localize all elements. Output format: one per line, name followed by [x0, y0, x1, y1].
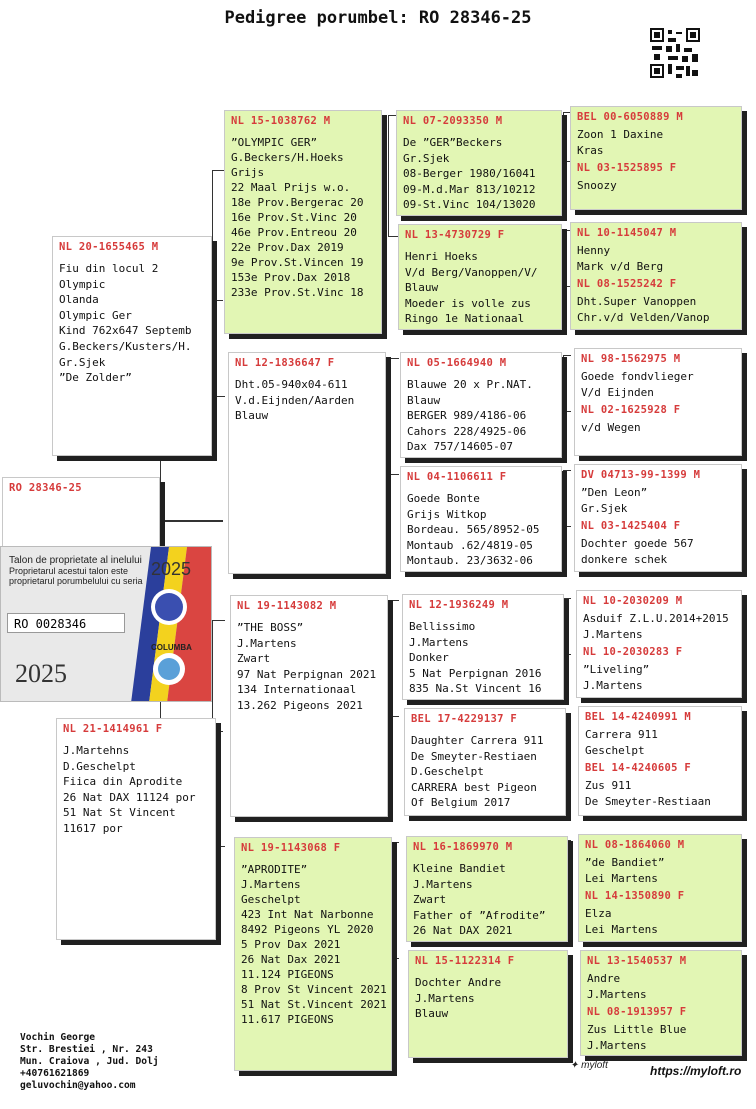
owner-contact: Vochin George Str. Brestiei , Nr. 243 Mun. Craiova , Jud. Dolj +40761621869 geluvochin@yahoo.com — [20, 1032, 159, 1092]
granddam-card: NL 12-1836647 F Dht.05-940x04-611 V.d.Eijnden/Aarden Blauw — [228, 352, 386, 574]
ring-card-header: Talon de proprietate al inelului Proprietarul acestui talon este proprietarul porumbelului cu seria — [9, 555, 143, 586]
great-grandparent-card: BEL 17-4229137 F Daughter Carrera 911 De Smeyter-Restiaen D.Geschelpt CARRERA best Pigeon Of Belgium 2017 — [404, 708, 566, 816]
ring-card-year: 2025 — [151, 559, 192, 579]
subject-card — [2, 477, 160, 547]
ring-card-number: RO 0028346 — [7, 613, 125, 633]
gen4-pair-card: NL 10-1145047 M Henny Mark v/d Berg NL 08-1525242 F Dht.Super Vanoppen Chr.v/d Velden/Vanop — [570, 222, 742, 330]
connector-line — [563, 598, 571, 655]
great-grandparent-card: NL 13-4730729 F Henri Hoeks V/d Berg/Vanoppen/V/ Blauw Moeder is volle zus Ringo 1e Nationaal — [398, 224, 562, 330]
great-grandparent-card: NL 15-1122314 F Dochter Andre J.Martens Blauw — [408, 950, 568, 1058]
great-grandparent-card: NL 05-1664940 M Blauwe 20 x Pr.NAT. Blauw BERGER 989/4186-06 Cahors 228/4925-06 Dax 757/14605-07 — [400, 352, 562, 458]
columba-logo: COLUMBA — [151, 643, 192, 652]
connector-line — [388, 358, 399, 475]
page-title: Pedigree porumbel: RO 28346-25 — [224, 8, 532, 28]
granddam-card: NL 19-1143068 F ”APRODITE” J.Martens Geschelpt 423 Int Nat Narbonne 8492 Pigeons YL 2020 5 Prov Dax 2021 26 Nat Dax 2021 11.124 PIGEONS 8 Prov St Vincent 2021 51 Nat St.Vincent 2021 11.617 PIGEONS — [234, 837, 392, 1071]
gen4-pair-card: NL 10-2030209 M Asduif Z.L.U.2014+2015 J.Martens NL 10-2030283 F ”Liveling” J.Martens — [576, 590, 742, 698]
gen4-pair-card: BEL 00-6050889 M Zoon 1 Daxine Kras NL 03-1525895 F Snoozy — [570, 106, 742, 210]
grandsire-card: NL 19-1143082 M ”THE BOSS” J.Martens Zwart 97 Nat Perpignan 2021 134 Internationaal 13.262 Pigeons 2021 — [230, 595, 388, 817]
connector-line — [563, 470, 571, 527]
gen4-pair-card: NL 13-1540537 M Andre J.Martens NL 08-1913957 F Zus Little Blue J.Martens — [580, 950, 742, 1056]
grandsire-card: NL 15-1038762 M ”OLYMPIC GER” G.Beckers/H.Hoeks Grijs 22 Maal Prijs w.o. 18e Prov.Bergerac 20 16e Prov.St.Vinc 20 46e Prov.Entreou 20 22e Prov.Dax 2019 9e Prov.St.Vincen 19 153e Prov.Dax 2018 233e Prov.St.Vinc 18 — [224, 110, 382, 334]
great-grandparent-card: NL 07-2093350 M De ”GER”Beckers Gr.Sjek 08-Berger 1980/16041 09-M.d.Mar 813/10212 09-St.Vinc 104/13020 — [396, 110, 562, 216]
great-grandparent-card: NL 12-1936249 M Bellissimo J.Martens Donker 5 Nat Perpignan 2016 835 Na.St Vincent 16 — [402, 594, 564, 700]
connector-line — [388, 600, 399, 717]
great-grandparent-card: NL 16-1869970 M Kleine Bandiet J.Martens Zwart Father of ”Afrodite” 26 Nat DAX 2021 — [406, 836, 568, 942]
great-grandparent-card: NL 04-1106611 F Goede Bonte Grijs Witkop Bordeau. 565/8952-05 Montaub .62/4819-05 Montaub. 23/3632-06 — [400, 466, 562, 572]
sire-card: NL 20-1655465 M Fiu din locul 2 Olympic Olanda Olympic Ger Kind 762x647 Septemb G.Beckers/Kusters/H. Gr.Sjek ”De Zolder” — [52, 236, 212, 456]
qr-code-icon — [650, 14, 700, 92]
gen4-pair-card: NL 98-1562975 M Goede fondvlieger V/d Eijnden NL 02-1625928 F v/d Wegen — [574, 348, 742, 456]
ring-ownership-card — [0, 546, 212, 702]
connector-line — [563, 355, 571, 412]
ring-card-year-large: 2025 — [15, 659, 67, 688]
subject-ring: RO 28346-25 — [9, 482, 82, 494]
website-link[interactable]: https://myloft.ro — [650, 1064, 742, 1078]
gen4-pair-card: BEL 14-4240991 M Carrera 911 Geschelpt BEL 14-4240605 F Zus 911 De Smeyter-Restiaan — [578, 706, 742, 816]
pigeon-icon: ✦ — [570, 1060, 579, 1071]
dam-card: NL 21-1414961 F J.Martehns D.Geschelpt Fiica din Aprodite 26 Nat DAX 11124 por 51 Nat St Vincent 11617 por — [56, 718, 216, 940]
myloft-logo: ✦ myloft — [570, 1060, 608, 1071]
gen4-pair-card: DV 04713-99-1399 M ”Den Leon” Gr.Sjek NL 03-1425404 F Dochter goede 567 donkere schek — [574, 464, 742, 572]
gen4-pair-card: NL 08-1864060 M ”de Bandiet” Lei Martens NL 14-1350890 F Elza Lei Martens — [578, 834, 742, 942]
